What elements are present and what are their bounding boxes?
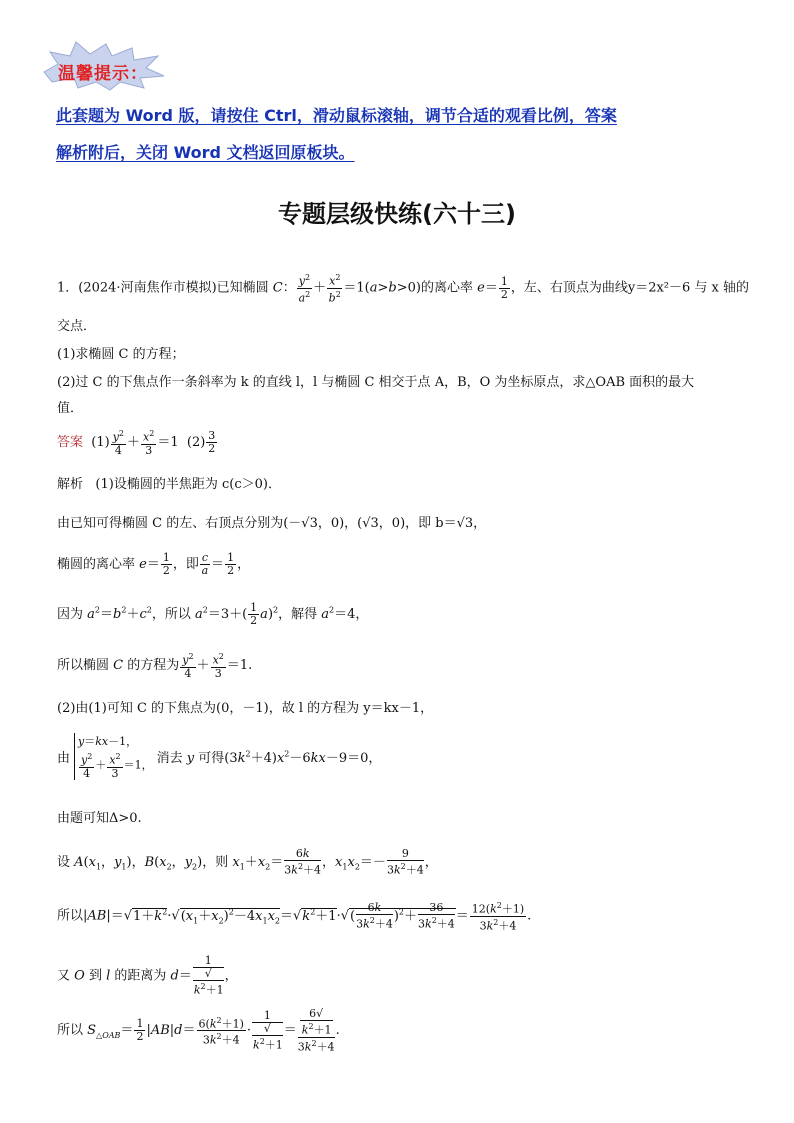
answer-line: 答案 (1) $\frac{y^2}{4}$ ＋ $\frac{x^2}{3}$ ＝1 (2) $\frac{3}{2}$ — [57, 428, 216, 457]
question-part-2-line-1: (2)过 C 的下焦点作一条斜率为 k 的直线 l，l 与椭圆 C 相交于点 A，B，O 为坐标原点，求△OAB 面积的最大 — [57, 375, 695, 390]
question-part-2-line-2: 值． — [57, 401, 84, 416]
analysis-text-1: (1)设椭圆的半焦距为 c(c＞0)． — [95, 477, 281, 492]
question-source: (2024·河南焦作市模拟) — [78, 280, 217, 296]
question-line-1-tail: ，左、右顶点为曲线y＝2x²－6 与 x 轴的 — [510, 280, 750, 296]
analysis-line-12: 所以 $S_{\triangle OAB}=$ $\frac{1}{2}$ |AB|d＝ $\frac{6(k^2+1)}{3k^2+4}$ · 1 √ $k^2+1$ ＝ 6√ $k^2+1$ $3k^2+4$ . — [57, 1007, 340, 1054]
page-title: 专题层级快练(六十三) — [278, 200, 516, 228]
notice-line-2: 解析附后，关闭 Word 文档返回原板块。 — [56, 143, 355, 162]
analysis-line-4: 因为 $a^2=b^2+c^2$，所以 $a^2=3+$( $\frac{1}{2}$ a)$^2$，解得 $a^2=4$， — [57, 601, 369, 627]
analysis-line-2: 由已知可得椭圆 C 的左、右顶点分别为(－√3，0)，(√3，0)，即 b＝√3， — [57, 516, 487, 531]
question-1-line-2: 交点． — [57, 319, 97, 334]
question-1-line-1: 1．(2024·河南焦作市模拟)已知椭圆 C： $\frac{y^2}{a^2}$ ＋ $\frac{x^2}{b^2}$ ＝1(a>b>0)的离心率 e＝ $\frac{1}{2}$ ，左、右顶点为曲线y＝2x²－6 与 x 轴的 — [57, 273, 750, 305]
analysis-line-8: 由题可知Δ>0. — [57, 811, 142, 826]
analysis-line-7: 由 y＝kx－1， $\frac{y^2}{4}$ ＋ $\frac{x^2}{3}$ ＝1， 消去 y 可得$(3k^2+4)x^2-6kx-9=0$， — [57, 735, 382, 780]
analysis-line-6: (2)由(1)可知 C 的下焦点为(0，－1)，故 l 的方程为 y＝kx－1， — [57, 701, 434, 716]
analysis-line-5: 所以椭圆 C 的方程为 $\frac{y^2}{4}$ ＋ $\frac{x^2}{3}$ ＝1. — [57, 652, 253, 680]
analysis-line-9: 设 $A(x_1$，$y_1$)，$B(x_2$，$y_2$)，则 $x_1+x_2=$ $\frac{6k}{3k^2+4}$ ，$x_1x_2=-$ $\frac{9}{3k^2+4}$ ， — [57, 847, 438, 877]
question-part-1: (1)求椭圆 C 的方程； — [57, 347, 185, 362]
analysis-label: 解析 — [57, 477, 84, 492]
question-number: 1． — [57, 280, 79, 296]
answer-label: 答案 — [57, 434, 84, 450]
analysis-line-1 — [57, 473, 281, 492]
analysis-line-3: 椭圆的离心率 e＝ $\frac{1}{2}$ ，即 $\frac{c}{a}$ ＝ $\frac{1}{2}$ ， — [57, 551, 251, 577]
analysis-line-11: 又 O 到 l 的距离为 d＝ 1 √ $k^2+1$ ， — [57, 954, 238, 997]
tip-label: 温馨提示： — [58, 64, 148, 84]
analysis-line-10: 所以$|AB|=√1+k^2\cdot√(x_1+x_2)^2-4x_1x_2=√k^2+1\cdot√$( $\frac{6k}{3k^2+4}$ )$^2$＋ $\frac{36}{3k^2+4}$ ＝ $\frac{12(k^2+1)}{3k^2+4}$ . — [57, 900, 532, 933]
notice-line-1: 此套题为 Word 版，请按住 Ctrl，滑动鼠标滚轴，调节合适的观看比例，答案 — [56, 106, 617, 125]
